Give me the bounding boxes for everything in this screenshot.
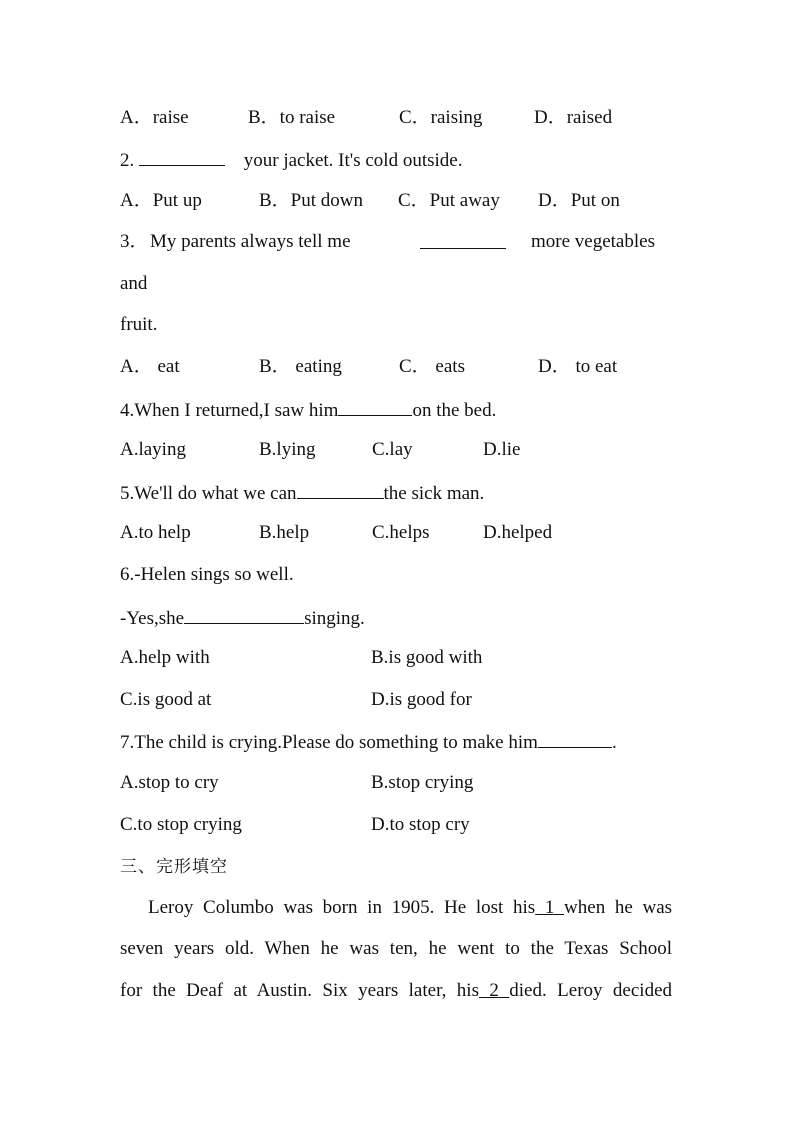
q4-option-d: D.lie <box>483 439 521 460</box>
q3-text-before: My parents always tell me <box>150 231 351 252</box>
passage-line-3-b: died. Leroy decided <box>509 980 672 1001</box>
blank-number-1: 1 <box>544 897 555 918</box>
q6-blank <box>184 605 304 624</box>
q6-text-before: -Yes,she <box>120 608 185 629</box>
q4-blank <box>338 397 412 416</box>
q3-option-b: B． eating <box>259 356 342 377</box>
q2-number: 2. <box>120 150 135 171</box>
q6-option-d: D.is good for <box>371 689 472 710</box>
blank-number-2: 2 <box>489 980 499 1001</box>
q6-option-b: B.is good with <box>371 647 483 668</box>
q1-option-b: B．to raise <box>248 107 336 128</box>
q6-line1: 6.-Helen sings so well. <box>120 564 294 585</box>
q3-blank <box>420 230 506 249</box>
q2-blank <box>139 147 225 166</box>
passage-line-3 <box>120 979 672 1003</box>
q4-stem <box>120 397 672 423</box>
q6-stem <box>120 605 672 631</box>
q7-blank <box>538 729 612 748</box>
q5-text-before: 5.We'll do what we can <box>120 483 297 504</box>
passage-line-1-b: when he was <box>564 897 673 918</box>
q7-text-after: . <box>611 732 617 753</box>
q7-option-a: A.stop to cry <box>120 772 219 793</box>
passage-line-2: seven years old. When he was ten, he went to the Texas School <box>120 938 672 959</box>
q5-option-d: D.helped <box>483 522 553 543</box>
q1-option-d: D．raised <box>534 107 613 128</box>
q2-stem <box>120 147 672 173</box>
q7-option-d: D.to stop cry <box>371 814 470 835</box>
q3-line2: and <box>120 273 148 294</box>
q4-option-b: B.lying <box>259 439 316 460</box>
q3-option-d: D． to eat <box>538 356 618 377</box>
q2-option-a: A．Put up <box>120 190 202 211</box>
q5-stem <box>120 480 672 506</box>
q2-option-d: D．Put on <box>538 190 620 211</box>
passage-line-3-a: for the Deaf at Austin. Six years later, his <box>120 980 479 1001</box>
q4-text-before: 4.When I returned,I saw him <box>120 400 339 421</box>
q7-option-c: C.to stop crying <box>120 814 242 835</box>
q7-text-before: 7.The child is crying.Please do something to make him <box>120 732 538 753</box>
q4-option-a: A.laying <box>120 439 186 460</box>
q2-option-c: C．Put away <box>398 190 500 211</box>
q7-stem <box>120 729 672 755</box>
q6-option-c: C.is good at <box>120 689 212 710</box>
q1-option-c: C．raising <box>399 107 483 128</box>
q3-line3: fruit. <box>120 314 158 335</box>
q6-text-after: singing. <box>304 608 365 629</box>
q1-option-a: A．raise <box>120 107 189 128</box>
q2-text: your jacket. It's cold outside. <box>243 150 463 171</box>
passage-line-1-a: Leroy Columbo was born in 1905. He lost his <box>148 897 536 918</box>
q5-option-c: C.helps <box>372 522 430 543</box>
q3-text-after: more vegetables <box>531 231 655 252</box>
q5-blank <box>297 480 384 499</box>
q7-option-b: B.stop crying <box>371 772 474 793</box>
q5-text-after: the sick man. <box>383 483 485 504</box>
q5-option-a: A.to help <box>120 522 191 543</box>
section-heading: 三、完形填空 <box>120 857 228 877</box>
q4-text-after: on the bed. <box>412 400 497 421</box>
passage-line-1 <box>148 896 672 920</box>
q3-option-c: C． eats <box>399 356 465 377</box>
q3-number: 3． <box>120 231 149 252</box>
q3-option-a: A． eat <box>120 356 180 377</box>
q6-option-a: A.help with <box>120 647 210 668</box>
q2-option-b: B．Put down <box>259 190 363 211</box>
q4-option-c: C.lay <box>372 439 413 460</box>
q5-option-b: B.help <box>259 522 310 543</box>
